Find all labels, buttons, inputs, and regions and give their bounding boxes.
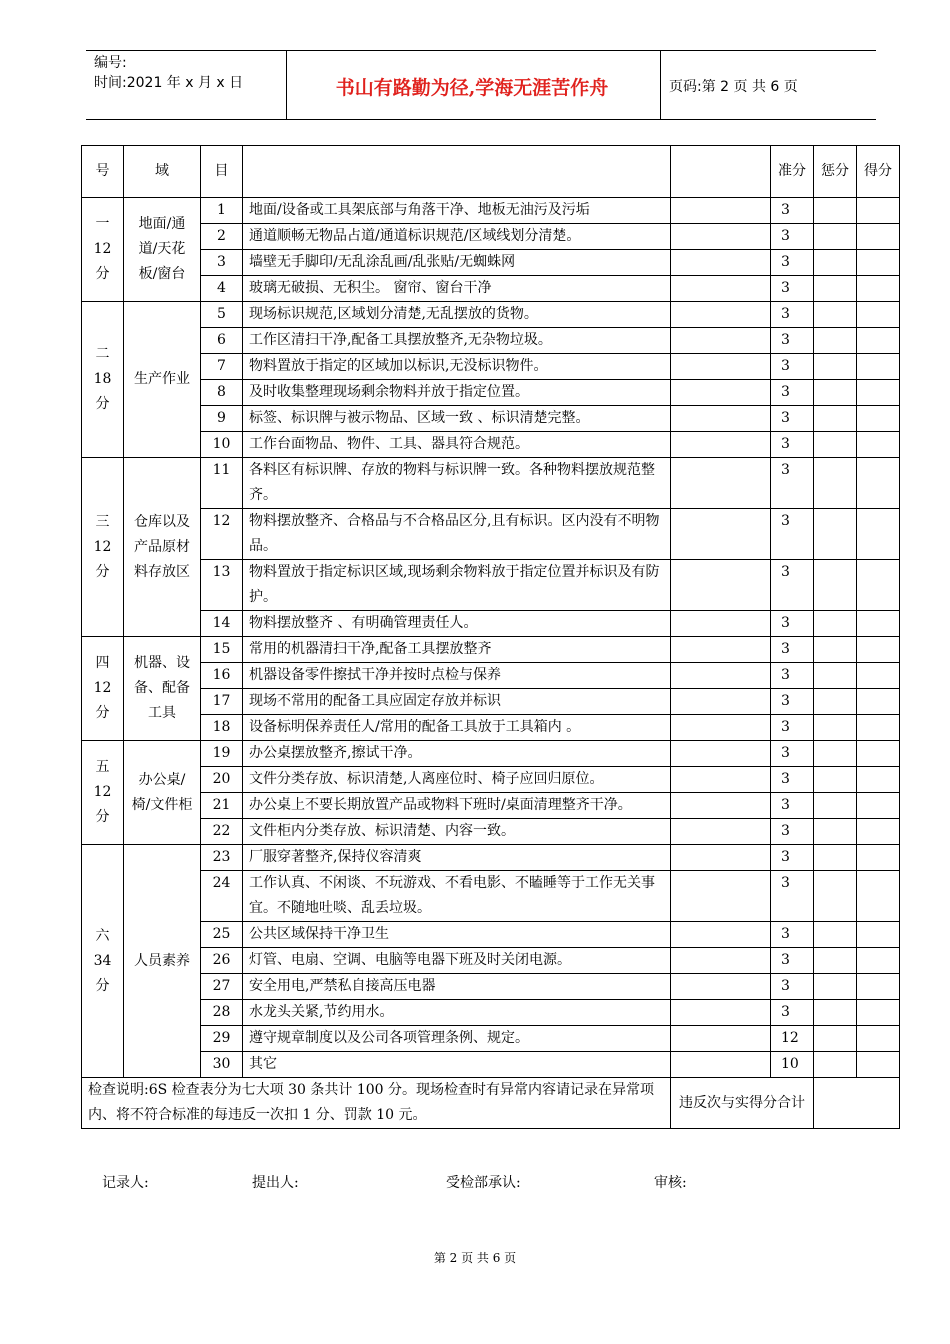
table-row (82, 922, 900, 948)
blank-cell (671, 1052, 771, 1078)
item-number-cell: 26 (201, 948, 243, 974)
deduction-cell (814, 509, 857, 560)
standard-score-cell: 12 (771, 1026, 814, 1052)
blank-cell (671, 224, 771, 250)
header-cell-item: 目 (201, 146, 243, 198)
table-row (82, 302, 900, 328)
standard-score-cell: 3 (771, 793, 814, 819)
standard-score-cell: 10 (771, 1052, 814, 1078)
group-area-cell: 地面/通道/天花板/窗台 (124, 198, 201, 302)
blank-cell (671, 198, 771, 224)
standard-score-cell: 3 (771, 276, 814, 302)
deduction-cell (814, 819, 857, 845)
blank-cell (671, 922, 771, 948)
deduction-cell (814, 974, 857, 1000)
group-number-cell: 一12分 (82, 198, 124, 302)
item-criteria-cell: 厂服穿著整齐,保持仪容清爽 (243, 845, 671, 871)
header-cell-blank (671, 146, 771, 198)
blank-cell (671, 1026, 771, 1052)
item-number-cell: 28 (201, 1000, 243, 1026)
item-criteria-cell: 物料摆放整齐 、有明确管理责任人。 (243, 611, 671, 637)
deduction-cell (814, 611, 857, 637)
blank-cell (671, 845, 771, 871)
deduction-cell (814, 922, 857, 948)
deduction-cell (814, 663, 857, 689)
item-number-cell: 9 (201, 406, 243, 432)
item-number-cell: 2 (201, 224, 243, 250)
standard-score-cell: 3 (771, 637, 814, 663)
score-cell (857, 663, 900, 689)
score-cell (857, 922, 900, 948)
standard-score-cell: 3 (771, 767, 814, 793)
item-number-cell: 3 (201, 250, 243, 276)
table-row (82, 871, 900, 922)
standard-score-cell: 3 (771, 224, 814, 250)
score-cell (857, 276, 900, 302)
score-cell (857, 767, 900, 793)
header-motto: 书山有路勤为径,学海无涯苦作舟 (335, 77, 609, 99)
deduction-cell (814, 689, 857, 715)
total-score-cell (814, 1078, 900, 1129)
group-area-cell: 人员素养 (124, 845, 201, 1078)
standard-score-cell: 3 (771, 663, 814, 689)
item-criteria-cell: 通道顺畅无物品占道/通道标识规范/区域线划分清楚。 (243, 224, 671, 250)
deduction-cell (814, 224, 857, 250)
item-criteria-cell: 设备标明保养责任人/常用的配备工具放于工具箱内 。 (243, 715, 671, 741)
item-number-cell: 1 (201, 198, 243, 224)
standard-score-cell: 3 (771, 198, 814, 224)
item-criteria-cell: 物料置放于指定的区域加以标识,无没标识物件。 (243, 354, 671, 380)
score-cell (857, 302, 900, 328)
item-number-cell: 14 (201, 611, 243, 637)
group-number-cell: 三12分 (82, 458, 124, 637)
standard-score-cell: 3 (771, 741, 814, 767)
table-row (82, 224, 900, 250)
blank-cell (671, 354, 771, 380)
signature-proposer: 提出人: (252, 1175, 299, 1191)
item-number-cell: 21 (201, 793, 243, 819)
blank-cell (671, 637, 771, 663)
item-number-cell: 30 (201, 1052, 243, 1078)
table-row (82, 560, 900, 611)
deduction-cell (814, 715, 857, 741)
table-row (82, 328, 900, 354)
blank-cell (671, 793, 771, 819)
blank-cell (671, 509, 771, 560)
table-row (82, 793, 900, 819)
score-cell (857, 198, 900, 224)
header-cell-score: 得分 (857, 146, 900, 198)
score-cell (857, 224, 900, 250)
group-number-cell: 二18分 (82, 302, 124, 458)
table-row (82, 458, 900, 509)
deduction-cell (814, 276, 857, 302)
deduction-cell (814, 250, 857, 276)
score-cell (857, 328, 900, 354)
item-criteria-cell: 及时收集整理现场剩余物料并放于指定位置。 (243, 380, 671, 406)
item-criteria-cell: 机器设备零件擦拭干净并按时点检与保养 (243, 663, 671, 689)
blank-cell (671, 741, 771, 767)
document-date-label: 时间:2021 年 x 月 x 日 (94, 75, 244, 91)
deduction-cell (814, 406, 857, 432)
blank-cell (671, 974, 771, 1000)
item-number-cell: 12 (201, 509, 243, 560)
score-cell (857, 380, 900, 406)
table-row (82, 974, 900, 1000)
document-number-label: 编号: (94, 55, 127, 71)
item-number-cell: 5 (201, 302, 243, 328)
item-criteria-cell: 物料摆放整齐、合格品与不合格品区分,且有标识。区内没有不明物品。 (243, 509, 671, 560)
table-row (82, 611, 900, 637)
score-cell (857, 974, 900, 1000)
score-cell (857, 250, 900, 276)
header-divider (660, 51, 661, 119)
header-cell-deduction: 惩分 (814, 146, 857, 198)
deduction-cell (814, 1000, 857, 1026)
item-number-cell: 19 (201, 741, 243, 767)
item-criteria-cell: 现场标识规范,区域划分清楚,无乱摆放的货物。 (243, 302, 671, 328)
blank-cell (671, 819, 771, 845)
item-number-cell: 27 (201, 974, 243, 1000)
item-criteria-cell: 水龙头关紧,节约用水。 (243, 1000, 671, 1026)
blank-cell (671, 663, 771, 689)
item-number-cell: 18 (201, 715, 243, 741)
score-cell (857, 819, 900, 845)
deduction-cell (814, 1026, 857, 1052)
blank-cell (671, 715, 771, 741)
table-row (82, 509, 900, 560)
blank-cell (671, 871, 771, 922)
item-criteria-cell: 文件柜内分类存放、标识清楚、内容一致。 (243, 819, 671, 845)
group-area-cell: 办公桌/椅/文件柜 (124, 741, 201, 845)
score-cell (857, 637, 900, 663)
inspection-note-cell: 检查说明:6S 检查表分为七大项 30 条共计 100 分。现场检查时有异常内容请记录在异常项内、将不符合标准的每违反一次扣 1 分、罚款 10 元。 (82, 1078, 671, 1129)
item-criteria-cell: 各料区有标识牌、存放的物料与标识牌一致。各种物料摆放规范整齐。 (243, 458, 671, 509)
deduction-cell (814, 1052, 857, 1078)
score-cell (857, 354, 900, 380)
item-criteria-cell: 安全用电,严禁私自接高压电器 (243, 974, 671, 1000)
blank-cell (671, 948, 771, 974)
item-number-cell: 29 (201, 1026, 243, 1052)
signature-review: 审核: (654, 1175, 687, 1191)
table-row (82, 432, 900, 458)
deduction-cell (814, 793, 857, 819)
group-area-cell: 仓库以及产品原材料存放区 (124, 458, 201, 637)
item-number-cell: 16 (201, 663, 243, 689)
signature-recorder: 记录人: (102, 1175, 149, 1191)
blank-cell (671, 458, 771, 509)
deduction-cell (814, 432, 857, 458)
table-row (82, 819, 900, 845)
standard-score-cell: 3 (771, 948, 814, 974)
item-number-cell: 7 (201, 354, 243, 380)
header-cell-standard-score: 准分 (771, 146, 814, 198)
group-number-cell: 六34分 (82, 845, 124, 1078)
standard-score-cell: 3 (771, 458, 814, 509)
blank-cell (671, 611, 771, 637)
table-row (82, 715, 900, 741)
score-cell (857, 432, 900, 458)
score-cell (857, 1052, 900, 1078)
item-number-cell: 13 (201, 560, 243, 611)
total-label-cell: 违反次与实得分合计 (671, 1078, 814, 1129)
item-criteria-cell: 物料置放于指定标识区域,现场剩余物料放于指定位置并标识及有防护。 (243, 560, 671, 611)
standard-score-cell: 3 (771, 845, 814, 871)
blank-cell (671, 380, 771, 406)
signature-department: 受检部承认: (446, 1175, 521, 1191)
summary-row (82, 1078, 900, 1129)
standard-score-cell: 3 (771, 974, 814, 1000)
table-row (82, 1026, 900, 1052)
item-criteria-cell: 其它 (243, 1052, 671, 1078)
group-number-cell: 四12分 (82, 637, 124, 741)
score-cell (857, 871, 900, 922)
header-info (94, 53, 284, 93)
item-number-cell: 15 (201, 637, 243, 663)
header-cell-number: 号 (82, 146, 124, 198)
deduction-cell (814, 198, 857, 224)
item-criteria-cell: 文件分类存放、标识清楚,人离座位时、椅子应回归原位。 (243, 767, 671, 793)
standard-score-cell: 3 (771, 302, 814, 328)
item-number-cell: 20 (201, 767, 243, 793)
item-number-cell: 10 (201, 432, 243, 458)
table-row (82, 250, 900, 276)
item-number-cell: 24 (201, 871, 243, 922)
standard-score-cell: 3 (771, 380, 814, 406)
item-number-cell: 22 (201, 819, 243, 845)
score-cell (857, 458, 900, 509)
item-criteria-cell: 常用的机器清扫干净,配备工具摆放整齐 (243, 637, 671, 663)
page-header (86, 50, 876, 120)
item-criteria-cell: 工作台面物品、物件、工具、器具符合规范。 (243, 432, 671, 458)
item-criteria-cell: 公共区域保持干净卫生 (243, 922, 671, 948)
table-row (82, 741, 900, 767)
deduction-cell (814, 845, 857, 871)
standard-score-cell: 3 (771, 560, 814, 611)
item-number-cell: 23 (201, 845, 243, 871)
blank-cell (671, 432, 771, 458)
standard-score-cell: 3 (771, 715, 814, 741)
group-area-cell: 机器、设备、配备工具 (124, 637, 201, 741)
deduction-cell (814, 637, 857, 663)
item-number-cell: 8 (201, 380, 243, 406)
score-cell (857, 611, 900, 637)
item-number-cell: 25 (201, 922, 243, 948)
page-footer: 第 2 页 共 6 页 (433, 1251, 517, 1265)
table-row (82, 948, 900, 974)
score-cell (857, 689, 900, 715)
header-cell-content (243, 146, 671, 198)
item-criteria-cell: 灯管、电扇、空调、电脑等电器下班及时关闭电源。 (243, 948, 671, 974)
standard-score-cell: 3 (771, 922, 814, 948)
table-header-row (82, 146, 900, 198)
blank-cell (671, 689, 771, 715)
table-row (82, 354, 900, 380)
blank-cell (671, 406, 771, 432)
item-criteria-cell: 地面/设备或工具架底部与角落干净、地板无油污及污垢 (243, 198, 671, 224)
standard-score-cell: 3 (771, 250, 814, 276)
score-cell (857, 1000, 900, 1026)
standard-score-cell: 3 (771, 819, 814, 845)
table-row (82, 845, 900, 871)
standard-score-cell: 3 (771, 509, 814, 560)
header-cell-area: 域 (124, 146, 201, 198)
item-number-cell: 17 (201, 689, 243, 715)
group-area-cell: 生产作业 (124, 302, 201, 458)
score-cell (857, 560, 900, 611)
item-criteria-cell: 工作区清扫干净,配备工具摆放整齐,无杂物垃圾。 (243, 328, 671, 354)
blank-cell (671, 250, 771, 276)
table-row (82, 637, 900, 663)
deduction-cell (814, 948, 857, 974)
score-cell (857, 509, 900, 560)
blank-cell (671, 767, 771, 793)
table-row (82, 1000, 900, 1026)
group-number-cell: 五12分 (82, 741, 124, 845)
deduction-cell (814, 560, 857, 611)
item-criteria-cell: 办公桌上不要长期放置产品或物料下班时/桌面清理整齐干净。 (243, 793, 671, 819)
deduction-cell (814, 302, 857, 328)
item-criteria-cell: 遵守规章制度以及公司各项管理条例、规定。 (243, 1026, 671, 1052)
table-row (82, 276, 900, 302)
item-number-cell: 4 (201, 276, 243, 302)
blank-cell (671, 276, 771, 302)
item-criteria-cell: 现场不常用的配备工具应固定存放并标识 (243, 689, 671, 715)
table-row (82, 767, 900, 793)
table-row (82, 380, 900, 406)
deduction-cell (814, 741, 857, 767)
deduction-cell (814, 767, 857, 793)
score-cell (857, 406, 900, 432)
table-row (82, 406, 900, 432)
item-criteria-cell: 墙壁无手脚印/无乱涂乱画/乱张贴/无蜘蛛网 (243, 250, 671, 276)
standard-score-cell: 3 (771, 1000, 814, 1026)
blank-cell (671, 302, 771, 328)
item-criteria-cell: 办公桌摆放整齐,擦试干净。 (243, 741, 671, 767)
deduction-cell (814, 871, 857, 922)
standard-score-cell: 3 (771, 432, 814, 458)
item-number-cell: 11 (201, 458, 243, 509)
blank-cell (671, 1000, 771, 1026)
table-row (82, 1052, 900, 1078)
blank-cell (671, 560, 771, 611)
table-row (82, 663, 900, 689)
score-cell (857, 948, 900, 974)
deduction-cell (814, 328, 857, 354)
header-page-number: 页码:第 2 页 共 6 页 (669, 79, 798, 95)
table-row (82, 689, 900, 715)
item-criteria-cell: 工作认真、不闲谈、不玩游戏、不看电影、不瞌睡等于工作无关事宜。不随地吐啖、乱丢垃圾。 (243, 871, 671, 922)
standard-score-cell: 3 (771, 871, 814, 922)
score-cell (857, 845, 900, 871)
score-cell (857, 741, 900, 767)
score-cell (857, 715, 900, 741)
deduction-cell (814, 380, 857, 406)
item-number-cell: 6 (201, 328, 243, 354)
standard-score-cell: 3 (771, 354, 814, 380)
inspection-table (81, 145, 900, 1129)
standard-score-cell: 3 (771, 406, 814, 432)
deduction-cell (814, 354, 857, 380)
score-cell (857, 793, 900, 819)
item-criteria-cell: 玻璃无破损、无积尘。 窗帘、窗台干净 (243, 276, 671, 302)
table-row (82, 198, 900, 224)
item-criteria-cell: 标签、标识牌与被示物品、区域一致 、标识清楚完整。 (243, 406, 671, 432)
standard-score-cell: 3 (771, 328, 814, 354)
deduction-cell (814, 458, 857, 509)
score-cell (857, 1026, 900, 1052)
standard-score-cell: 3 (771, 689, 814, 715)
standard-score-cell: 3 (771, 611, 814, 637)
blank-cell (671, 328, 771, 354)
